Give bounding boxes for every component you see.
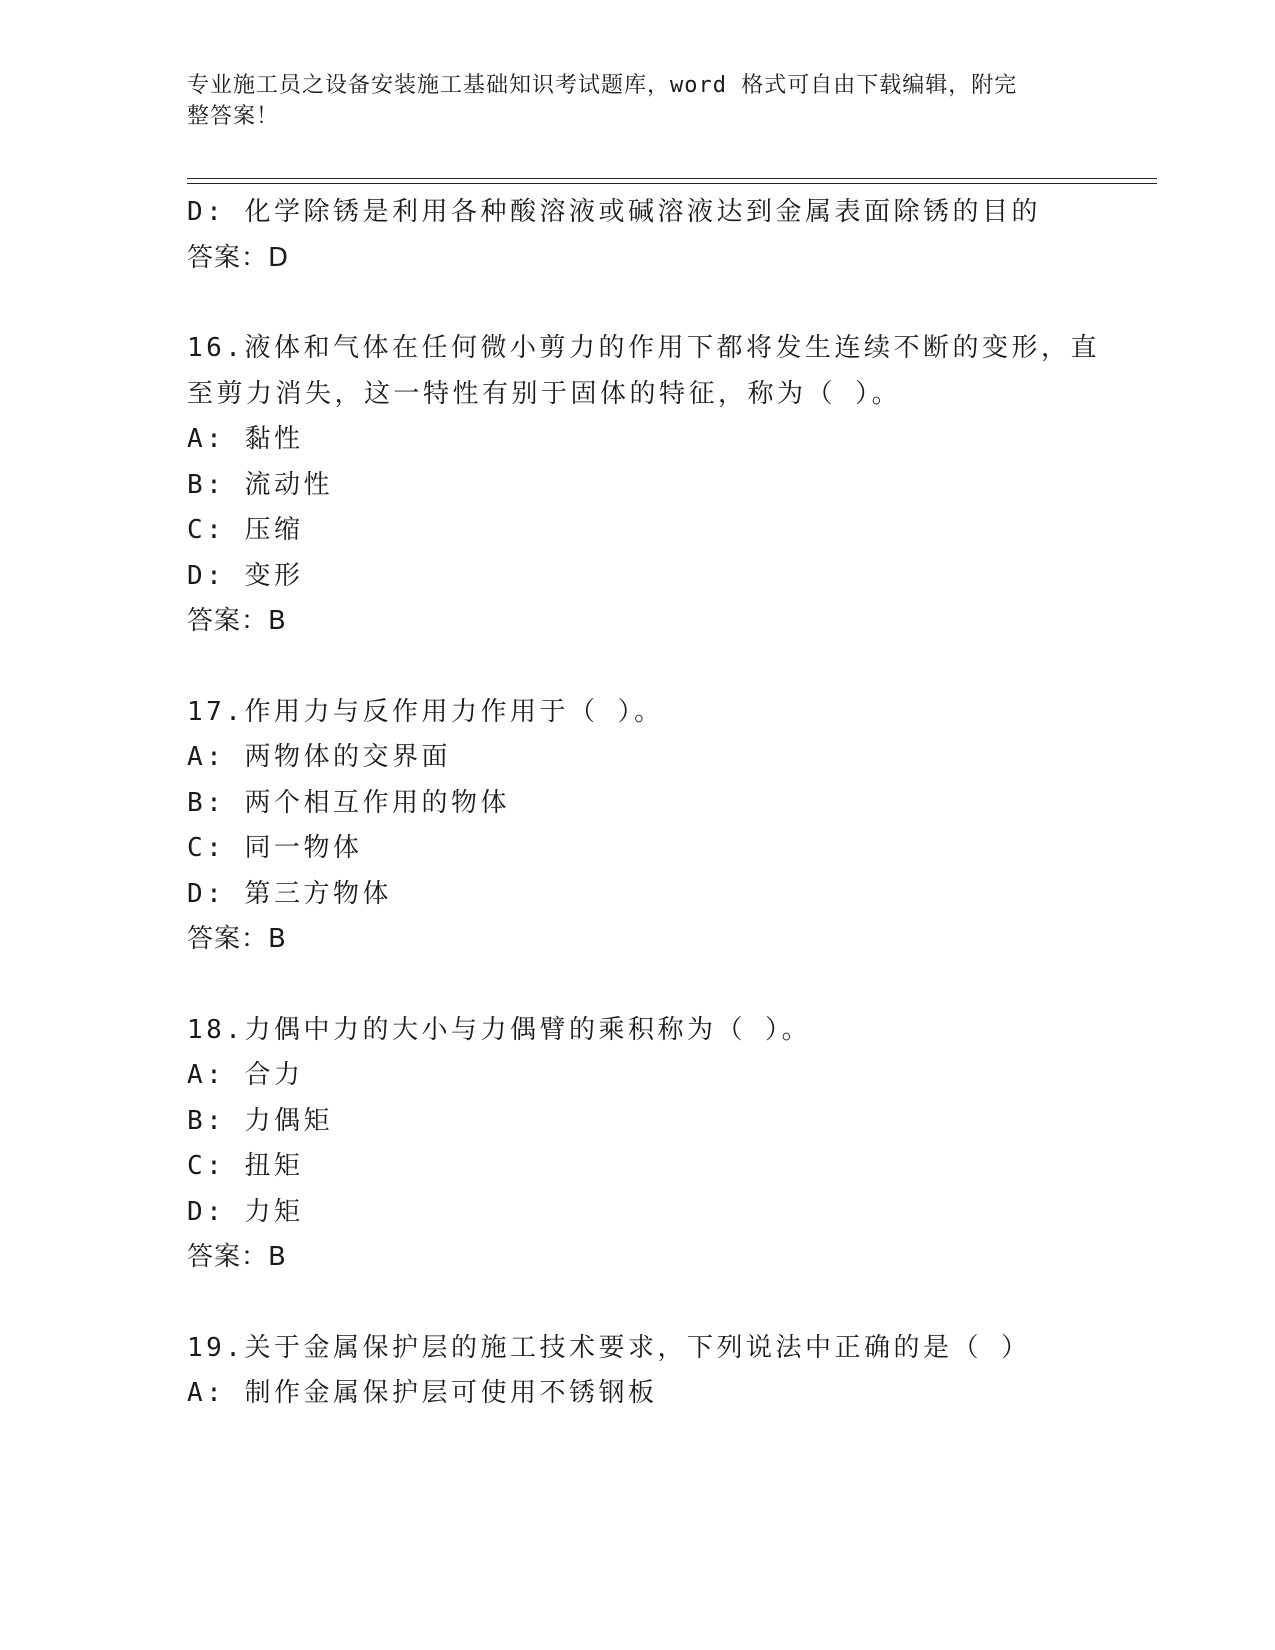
option-b: B: 流动性 xyxy=(187,469,333,500)
question-17 xyxy=(187,690,1087,963)
option-a: A: 合力 xyxy=(187,1060,304,1090)
header-divider-bottom xyxy=(187,183,1157,184)
question-16 xyxy=(187,326,1100,645)
question-text: 16.液体和气体在任何微小剪力的作用下都将发生连续不断的变形，直 xyxy=(187,333,1100,363)
question-text: 17.作用力与反作用力作用于（ ）。 xyxy=(187,696,664,727)
answer-line: 答案：D xyxy=(187,242,290,273)
question-text: 19.关于金属保护层的施工技术要求，下列说法中正确的是（ ） xyxy=(187,1332,1031,1363)
question-text-continued: 至剪力消失，这一特性有别于固体的特征，称为（ ）。 xyxy=(187,378,902,409)
header-title-line-1: 专业施工员之设备安装施工基础知识考试题库，word 格式可自由下载编辑，附完 xyxy=(187,73,1018,98)
option-d: D: 化学除锈是利用各种酸溶液或碱溶液达到金属表面除锈的目的 xyxy=(187,197,1041,227)
option-d: D: 力矩 xyxy=(187,1196,304,1227)
answer-line: 答案：B xyxy=(187,606,287,636)
option-b: B: 两个相互作用的物体 xyxy=(187,787,510,818)
option-d: D: 变形 xyxy=(187,560,304,591)
option-c: C: 同一物体 xyxy=(187,833,363,863)
option-c: C: 扭矩 xyxy=(187,1151,304,1181)
answer-line: 答案：B xyxy=(187,924,287,954)
question-list xyxy=(187,190,1100,1417)
question-text: 18.力偶中力的大小与力偶臂的乘积称为（ ）。 xyxy=(187,1014,812,1045)
option-b: B: 力偶矩 xyxy=(187,1105,333,1136)
option-a: A: 黏性 xyxy=(187,424,304,454)
document-header xyxy=(187,70,1067,132)
answer-line: 答案：B xyxy=(187,1242,287,1272)
option-a: A: 两物体的交界面 xyxy=(187,742,451,772)
question-18 xyxy=(187,1008,1087,1281)
question-19 xyxy=(187,1326,1087,1417)
option-a: A: 制作金属保护层可使用不锈钢板 xyxy=(187,1378,658,1408)
option-d: D: 第三方物体 xyxy=(187,878,392,909)
header-divider-top xyxy=(187,178,1157,179)
question-15-tail xyxy=(187,190,1087,281)
option-c: C: 压缩 xyxy=(187,515,304,545)
header-title-line-2: 整答案！ xyxy=(187,104,280,129)
